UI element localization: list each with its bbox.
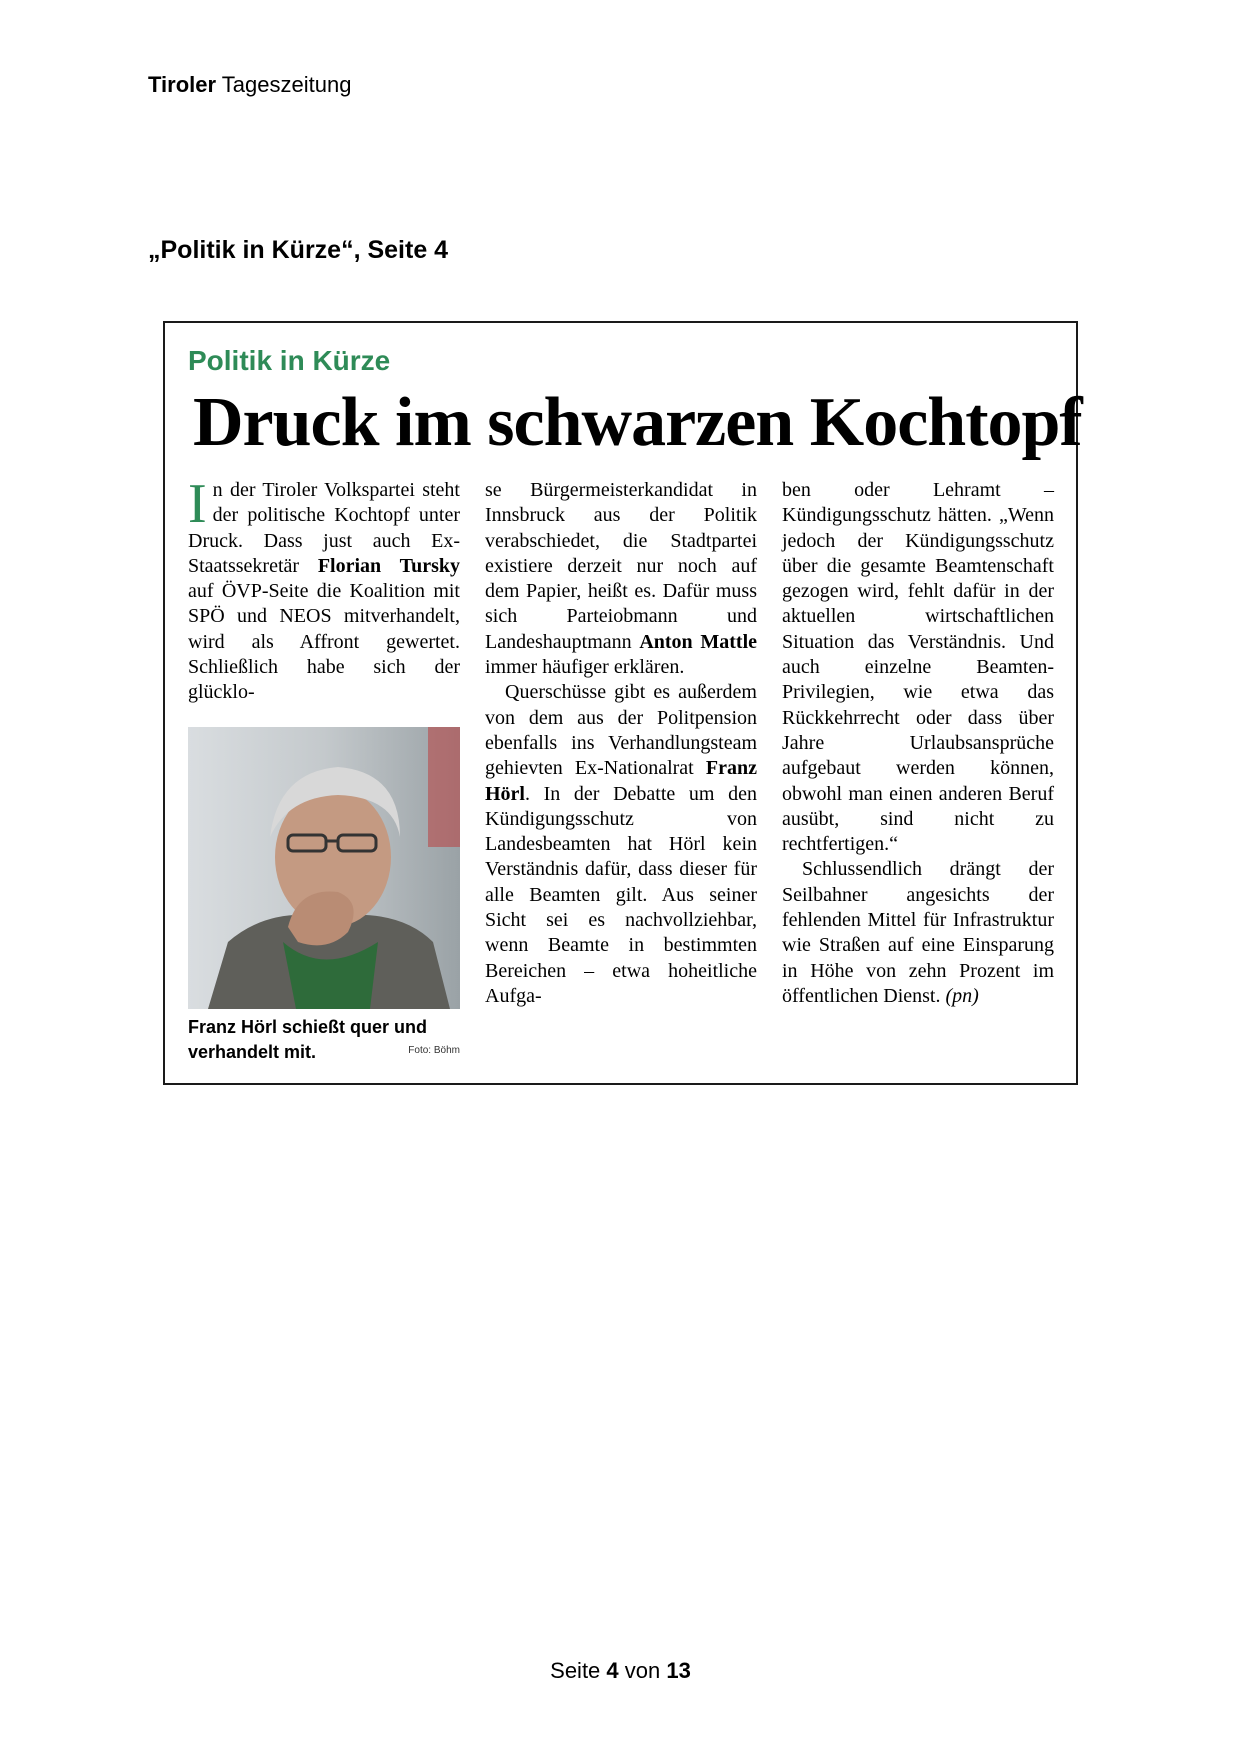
drop-cap: I — [188, 473, 207, 535]
footer-prefix: Seite — [550, 1658, 607, 1683]
article-kicker: Politik in Kürze — [188, 345, 391, 376]
person-name-bold: Florian Tursky — [317, 554, 460, 577]
photo-caption — [188, 1015, 460, 1065]
page-footer — [0, 1658, 1241, 1684]
current-page-number: 4 — [606, 1658, 619, 1683]
footer-middle: von — [618, 1658, 667, 1683]
article-column-2 — [485, 478, 757, 1009]
text-run: immer häufiger erklären. — [485, 656, 685, 679]
article-column-3 — [782, 478, 1054, 1009]
publication-name-bold: Tiroler — [148, 72, 217, 97]
text-run: Schlussendlich drängt der Seilbahner angesichts der fehlenden Mittel für Infrastruktur wie Straßen auf eine Einsparung in Höhe von zehn Prozent im öffentlichen Dienst. — [782, 858, 1054, 1007]
author-initials: (pn) — [945, 984, 979, 1007]
text-run: Querschüsse gibt es außerdem von dem aus der Politpension ebenfalls ins Verhandlungsteam gehievten Ex-Nationalrat — [485, 681, 757, 780]
article-column-1 — [188, 473, 460, 706]
total-pages: 13 — [666, 1658, 691, 1683]
column-1-paragraph — [188, 473, 460, 706]
article-headline: Druck im schwarzen Kochtopf — [193, 384, 1082, 461]
portrait-image — [188, 727, 460, 1009]
source-heading: „Politik in Kürze“, Seite 4 — [148, 236, 449, 264]
caption-text: Franz Hörl schießt quer und verhandelt mit. — [188, 1017, 428, 1062]
newspaper-clipping — [163, 321, 1082, 1085]
column-3-paragraph-2 — [782, 857, 1054, 1009]
column-2-paragraph-1 — [485, 478, 757, 680]
publication-name — [148, 72, 351, 98]
text-run: auf ÖVP-Seite die Koalition mit SPÖ und NEOS mitverhandelt, wird als Affront gewertet. Schließlich habe sich der glücklo- — [188, 580, 460, 704]
article-photo — [188, 727, 460, 1009]
person-name-bold: Anton Mattle — [639, 630, 758, 653]
text-run: . In der Debatte um den Kündigungsschutz von Landesbeamten hat Hörl kein Verständnis dafür, dass dieser für alle Beamten gilt. Aus seiner Sicht sei es nachvollziehbar, wenn Beamte in bestimmten Bereichen – etwa hoheitliche Aufga- — [485, 782, 757, 1007]
text-run: se Bürgermeisterkandidat in Innsbruck aus der Politik verabschiedet, die Stadtpartei existiere derzeit nur noch auf dem Papier, heißt es. Dafür muss sich Parteiobmann und Landeshauptmann — [485, 479, 757, 653]
publication-name-rest: Tageszeitung — [216, 72, 352, 97]
photo-credit: Foto: Böhm — [408, 1045, 460, 1056]
text-run: n der Tiroler Volkspartei steht der politische Kochtopf unter Druck. Dass just auch Ex-Staatssekretär — [188, 479, 460, 577]
column-3-paragraph-1: ben oder Lehramt – Kündigungsschutz hätten. „Wenn jedoch der Kündigungsschutz über die gesamte Beamtenschaft gezogen wird, fehlt dafür in der aktuellen wirtschaftlichen Situation das Verständnis. Und auch einzelne Beamten-Privilegien, wie etwa das Rückkehrrecht oder dass über Jahre Urlaubsansprüche aufgebaut werden können, obwohl man einen anderen Beruf ausübt, sind nicht zu rechtfertigen.“ — [782, 479, 1054, 856]
column-2-paragraph-2 — [485, 680, 757, 1009]
person-name-bold: Franz Hörl — [485, 757, 757, 805]
